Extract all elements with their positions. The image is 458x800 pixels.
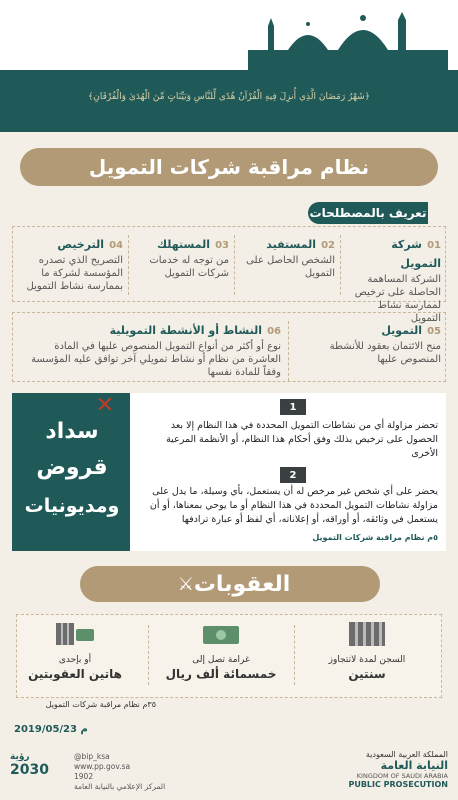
penalty-item (151, 621, 291, 693)
definition-number: 05 (427, 326, 441, 337)
prison-icon (347, 621, 387, 647)
law-reference: ٥م نظام مراقبة شركات التمويل (312, 533, 438, 542)
definition-desc: من توجه له خدمات شركات التمويل (149, 255, 229, 279)
definition-term: الترخيص (57, 238, 104, 251)
penalty-value: سنتين (348, 667, 386, 681)
prison-money-icon (55, 621, 95, 647)
definition-term: شركة التمويل (391, 238, 441, 270)
divider (294, 625, 295, 685)
money-icon (201, 621, 241, 647)
media-center: المركز الإعلامي بالنيابة العامة (74, 782, 166, 791)
main-title-pill (20, 148, 438, 186)
definition-desc: الشركة المساهمة الحاصلة على ترخيص لممارسة نشاط التمويل (354, 274, 441, 324)
publish-date: 2019/05/23 م (14, 724, 88, 735)
definition-item (239, 231, 339, 299)
rule-number-badge: 2 (280, 467, 306, 483)
quran-verse: ﴿شَهْرُ رَمَضَانَ الَّذِي أُنزِلَ فِيهِ الْقُرْآنُ هُدًى لِّلنَّاسِ وَبَيِّنَاتٍ مِّنَ الْهُدَىٰ وَالْفُرْقَانِ﴾ (87, 92, 370, 102)
org-kingdom: المملكة العربية السعودية (365, 750, 448, 759)
definition-desc: التصريح الذي تصدره المؤسسة لشركة ما بممارسة نشاط التمويل (26, 255, 123, 292)
penalty-label: السجن لمدة لاتتجاوز (328, 655, 406, 665)
website-link[interactable]: www.pp.gov.sa (74, 762, 131, 771)
vision-word: رؤية (10, 752, 30, 762)
loans-card-word: ومديونيات (24, 495, 120, 517)
definition-desc: نوع أو أكثر من أنواع التمويل المنصوص عليها في المادة العاشرة من نظام أو نشاط تمويلي آخر توافق عليه المؤسسة وفقاً للمادة نفسها (31, 341, 281, 378)
penalties-title: العقوبات (193, 571, 291, 597)
penalties-box (16, 614, 442, 698)
definition-number: 04 (109, 240, 123, 251)
definitions-row-2 (12, 312, 446, 382)
rule-text: تحضر مزاولة أي من نشاطات التمويل المحددة في هذا النظام إلا بعد الحصول على ترخيص بذلك وفق أحكام هذا النظام، أو الأنظمة المرعية الأخرى (166, 420, 438, 459)
loans-card-word: قروض (36, 455, 108, 480)
divider (128, 235, 129, 295)
penalty-label: غرامة تصل إلى (192, 655, 250, 665)
definition-desc: منح الائتمان بعقود للأنشطة المنصوص عليها (329, 341, 441, 365)
loans-card-word: سداد (45, 419, 99, 444)
footer (0, 746, 458, 800)
definition-desc: الشخص الحاصل على التمويل (246, 255, 335, 279)
prohibition-section (12, 393, 446, 551)
definition-item (133, 231, 233, 299)
penalty-value: خمسمائة ألف ريال (165, 667, 277, 681)
divider (148, 625, 149, 685)
definition-item (15, 317, 285, 385)
law-reference: ٣٥م نظام مراقبة شركات التمويل (45, 700, 156, 709)
contact-info (74, 752, 165, 792)
penalty-item (297, 621, 437, 693)
vision-year: 2030 (10, 762, 49, 778)
definition-term: المستهلك (157, 238, 210, 251)
penalty-label: أو بإحدى (58, 655, 92, 665)
definition-item (295, 317, 445, 385)
divider (234, 235, 235, 295)
definition-number: 02 (321, 240, 335, 251)
definition-number: 06 (267, 326, 281, 337)
top-banner (0, 0, 458, 130)
mosque-silhouette-icon (248, 10, 448, 72)
page-title: نظام مراقبة شركات التمويل (88, 155, 370, 179)
vision-2030-logo (10, 752, 60, 794)
public-prosecution-logo (298, 750, 448, 796)
definition-number: 03 (215, 240, 229, 251)
rules-panel (130, 393, 446, 551)
palm-swords-emblem-icon: ⚔ (177, 573, 194, 595)
divider (288, 321, 289, 381)
definitions-header: تعريف بالمصطلحات (308, 202, 428, 224)
twitter-handle[interactable]: @bip_ksa (74, 752, 110, 761)
definition-term: النشاط أو الأنشطة التمويلية (109, 324, 262, 337)
phone-number: 1902 (74, 772, 94, 781)
penalties-title-pill (80, 566, 380, 602)
definitions-row-1 (12, 226, 446, 324)
definition-item (15, 231, 127, 299)
definition-item (345, 231, 445, 324)
loans-card (18, 393, 126, 545)
definition-term: التمويل (381, 324, 422, 337)
org-en-kingdom: KINGDOM OF SAUDI ARABIA (356, 772, 448, 780)
penalty-item (5, 621, 145, 693)
org-name: النيابة العامة (380, 759, 448, 772)
cross-mark-icon: ✕ (95, 393, 114, 418)
rule-number-badge: 1 (280, 399, 306, 415)
divider (340, 235, 341, 295)
definition-term: المستفيد (266, 238, 316, 251)
org-en-name: PUBLIC PROSECUTION (348, 780, 448, 789)
penalty-value: هاتين العقوبتين (28, 667, 122, 681)
rule-text: يحضر على أي شخص غير مرخص له أن يستعمل، بأي وسيلة، ما يدل على مزاولة نشاطات التمويل المحددة في هذا النظام أو ما يوحي بمعناها، أو أن يستعمل في وثائقه، أو أوراقه، أو إعلاناته، أي لفظ أو عبارة ترادفها (149, 486, 438, 525)
definition-number: 01 (427, 240, 441, 251)
